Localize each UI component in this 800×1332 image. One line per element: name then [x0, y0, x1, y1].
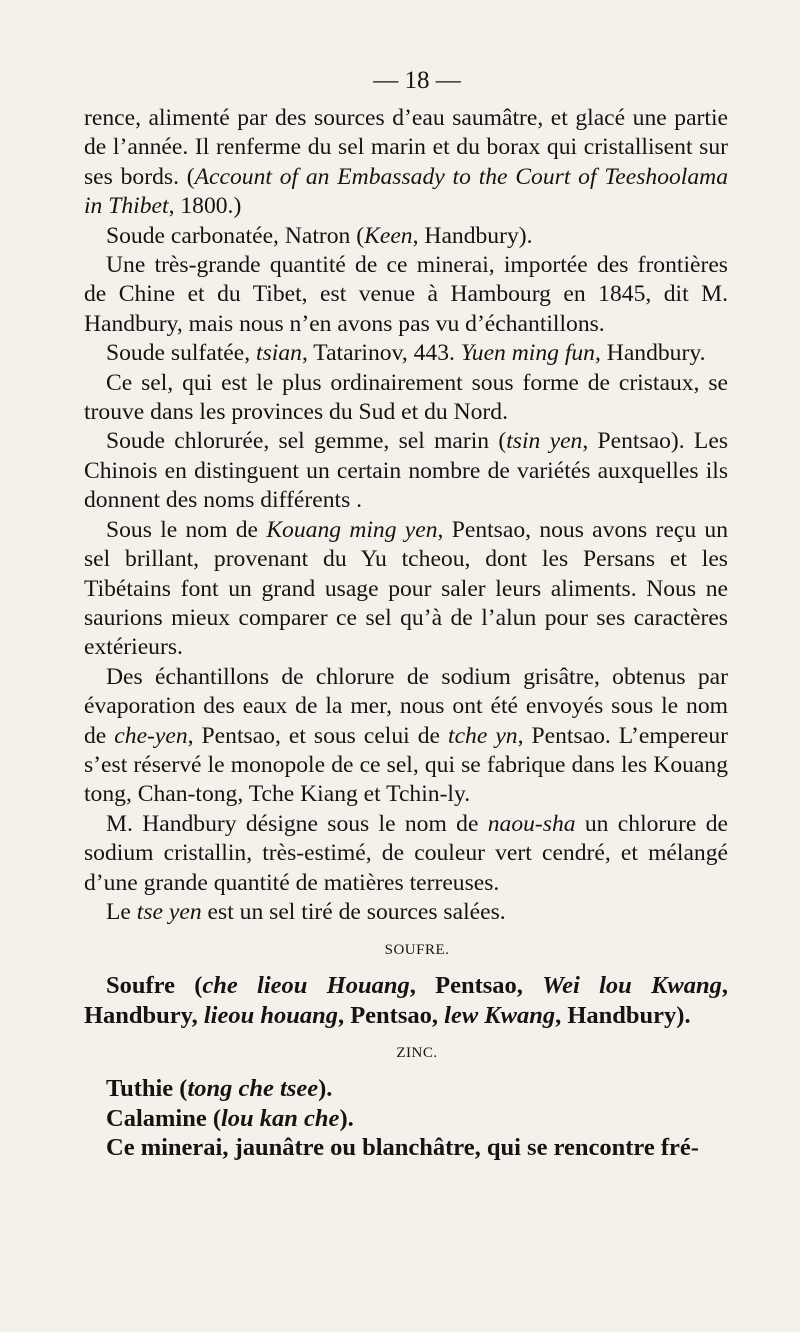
italic-term: che-yen — [114, 722, 188, 749]
text-run: rence, alimenté par des sources d’eau saumâtre, et glacé une partie de l’année. Il renferme du sel marin et du borax qui cristallisent sur ses bords. ( — [84, 105, 728, 190]
italic-term: Wei lou Kwang — [542, 972, 722, 1000]
text-run: ). — [339, 1104, 354, 1132]
paragraph — [84, 339, 728, 368]
text-run: , Handbury, — [84, 972, 729, 1029]
page-number: — 18 — — [373, 67, 461, 94]
italic-term: che lieou Houang — [202, 972, 410, 1000]
text-run: Ce minerai, jaunâtre ou blanchâtre, qui se rencontre fré- — [106, 1134, 699, 1161]
text-run: , Pentsao, — [409, 972, 543, 1000]
text-run: Soude sulfatée, — [106, 340, 257, 367]
paragraph — [84, 222, 728, 251]
section-heading: SOUFRE. — [384, 942, 450, 959]
paragraph — [84, 516, 728, 663]
paragraph — [84, 898, 728, 927]
paragraph — [84, 104, 728, 222]
text-run: , Handbury). — [412, 222, 533, 249]
paragraph — [84, 1074, 728, 1103]
text-run: Le — [106, 898, 137, 925]
italic-term: tsin yen — [506, 428, 583, 455]
text-run: Calamine ( — [106, 1104, 221, 1132]
italic-term: Kouang ming yen — [266, 516, 438, 543]
paragraph — [84, 1104, 728, 1133]
italic-term: naou-sha — [487, 810, 576, 837]
text-run: ). — [318, 1075, 333, 1103]
italic-term: lieou houang — [203, 1001, 338, 1029]
italic-term: lew Kwang — [444, 1001, 556, 1029]
italic-term: tche yn — [448, 722, 518, 749]
italic-term: tsian — [256, 340, 302, 367]
text-run: , Pentsao, nous avons reçu un sel brillant, provenant du Yu tcheou, dont les Persans et les Tibétains font un grand usage pour saler leurs aliments. Nous ne saurions mieux comparer ce sel qu’à de l’alun pour ses caractères extérieurs. — [84, 516, 729, 661]
text-run: Soude carbonatée, Natron ( — [106, 222, 365, 249]
text-run: Des échantillons de chlorure de sodium grisâtre, obtenus par évaporation des eaux de la mer, nous ont été envoyés sous le nom de — [84, 663, 728, 749]
paragraph — [84, 663, 728, 810]
text-run: , Pentsao). Les Chinois en distinguent un certain nombre de variétés auxquelles ils donnent des noms différents . — [84, 428, 728, 514]
italic-term: Yuen ming fun — [460, 340, 595, 367]
paragraph — [84, 1133, 728, 1162]
body-text — [84, 104, 728, 1162]
section-heading: ZINC. — [396, 1045, 438, 1062]
text-run: est un sel tiré de sources salées. — [201, 898, 506, 925]
text-run: Soude chlorurée, sel gemme, sel marin ( — [106, 428, 507, 455]
text-run: Soufre ( — [106, 972, 203, 1000]
text-run: Tuthie ( — [106, 1075, 188, 1103]
paragraph — [84, 251, 728, 339]
text-run: , Tatarinov, 443. — [301, 340, 461, 367]
text-run: , 1800.) — [168, 193, 242, 220]
text-run: Une très-grande quantité de ce minerai, importée des frontières de Chine et du Tibet, est venue à Hambourg en 1845, dit M. Handbury, mais nous n’en avons pas vu d’échantillons. — [84, 252, 728, 337]
paragraph — [84, 810, 728, 898]
text-run: Sous le nom de — [106, 516, 267, 543]
italic-term: lou kan che — [221, 1104, 340, 1132]
paragraph — [84, 369, 728, 428]
italic-term: tse yen — [136, 898, 202, 925]
text-run: , Handbury). — [555, 1001, 691, 1029]
text-run: un chlorure de sodium cristallin, très-estimé, de couleur vert cendré, et mélangé d’une grande quantité de matières terreuses. — [84, 810, 728, 896]
italic-term: tong che tsee — [187, 1075, 319, 1103]
text-run: , Pentsao, et sous celui de — [187, 722, 449, 749]
text-run: , Handbury. — [594, 340, 706, 367]
text-run: M. Handbury désigne sous le nom de — [106, 810, 488, 837]
text-run: Ce sel, qui est le plus ordinairement sous forme de cristaux, se trouve dans les provinces du Sud et du Nord. — [84, 369, 728, 426]
italic-term: Keen — [364, 222, 413, 249]
paragraph — [84, 427, 728, 515]
italic-term: Account of an Embassady to the Court of Teeshoolama in Thibet — [84, 163, 728, 220]
text-run: , Pentsao, — [337, 1001, 445, 1029]
paragraph — [84, 971, 728, 1030]
text-run: , Pentsao. L’empereur s’est réservé le monopole de ce sel, qui se fabrique dans les Kouang tong, Chan-tong, Tche Kiang et Tchin-ly. — [84, 722, 728, 808]
